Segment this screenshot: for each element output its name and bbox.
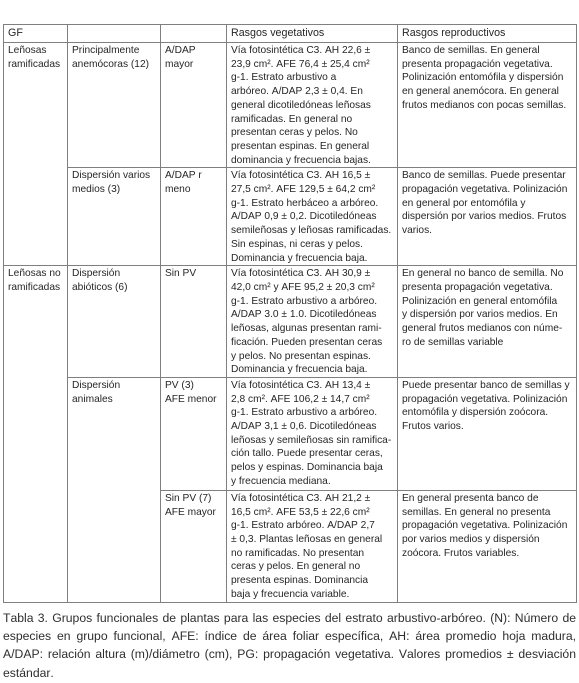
table-head [4,25,577,43]
cell-vegetative-traits: Vía fotosintética C3. AH 16,5 ± 27,5 cm². AFE 129,5 ± 64,2 cm² g-1. Estrato herbáceo a arbóreo. A/DAP 0,9 ± 0,2. Dicotiledóneas semileñosas y leñosas ramificadas. Sin espinas, ni ceras y pelos. Dominancia y frecuencia baja. [227,168,398,266]
cell-reproductive-traits: En general presenta banco de semillas. En general no presenta propagación vegetativa. Polinización por varios medios y dispersión zoócora. Frutos variables. [398,490,577,602]
cell-dispersion: Dispersión animales [68,377,161,602]
cell-dispersion: Dispersión abióticos (6) [68,266,161,378]
cell-functional-group: Leñosas no ramificadas [4,266,68,602]
cell-subgroup: Sin PV [161,266,227,378]
table-row [4,43,577,168]
table-row [4,377,577,490]
cell-subgroup: Sin PV (7) AFE mayor [161,490,227,602]
header-functional-group: GF [4,25,68,43]
table-row [4,168,577,266]
cell-vegetative-traits: Vía fotosintética C3. AH 13,4 ± 2,8 cm². AFE 106,2 ± 14,7 cm² g-1. Estrato arbustivo a arbóreo. A/DAP 3,1 ± 0,6. Dicotiledóneas leñosas y semileñosas sin ramifica- ción tallo. Puede presentar ceras, pelos y espinas. Dominancia baja y frecuencia mediana. [227,377,398,490]
table-caption: Tabla 3. Grupos funcionales de plantas para las especies del estrato arbustivo-arbóreo. (N): Número de especies en grupo funcional, AFE: índice de área foliar específica, AH: área promedio hoja madura, A/DAP: relación altura (m)/diámetro (cm), PG: propagación vegetativa. Valores promedios ± desviación estándar. [3,611,576,680]
table-header-row [4,25,577,43]
cell-reproductive-traits: En general no banco de semilla. No presenta propagación vegetativa. Polinización en general entomófila y dispersión por varios medios. En general frutos medianos con núme- ro de semillas variable [398,266,577,378]
cell-functional-group: Leñosas ramificadas [4,43,68,266]
cell-vegetative-traits: Vía fotosintética C3. AH 21,2 ± 16,5 cm². AFE 53,5 ± 22,6 cm² g-1. Estrato arbóreo. A/DAP 2,7 ± 0,3. Plantas leñosas en general no ramificadas. No presentan ceras y pelos. En general no presenta espinas. Dominancia baja y frecuencia variable. [227,490,398,602]
cell-vegetative-traits: Vía fotosintética C3. AH 30,9 ± 42,0 cm² y AFE 95,2 ± 20,3 cm² g-1. Estrato arbustivo a arbóreo. A/DAP 3.0 ± 1.0. Dicotiledóneas leñosas, algunas presentan rami- ficación. Pueden presentan ceras y pelos. No presentan espinas. Dominancia y frecuencia baja. [227,266,398,378]
cell-reproductive-traits: Banco de semillas. Puede presentar propagación vegetativa. Polinización en general por entomófila y dispersión por varios medios. Frutos varios. [398,168,577,266]
header-blank-subgroup [161,25,227,43]
cell-reproductive-traits: Banco de semillas. En general presenta propagación vegetativa. Polinización entomófila y dispersión en general anemócora. En general frutos medianos con pocas semillas. [398,43,577,168]
cell-subgroup: A/DAP r meno [161,168,227,266]
header-vegetative-traits: Rasgos vegetativos [227,25,398,43]
header-blank-dispersion [68,25,161,43]
cell-reproductive-traits: Puede presentar banco de semillas y propagación vegetativa. Polinización entomófila y dispersión zoócora. Frutos varios. [398,377,577,490]
cell-dispersion: Dispersión varios medios (3) [68,168,161,266]
functional-groups-table [3,24,577,603]
table-body [4,43,577,603]
table-row [4,266,577,378]
header-reproductive-traits: Rasgos reproductivos [398,25,577,43]
cell-dispersion: Principalmente anemócoras (12) [68,43,161,168]
cell-subgroup: PV (3) AFE menor [161,377,227,490]
cell-subgroup: A/DAP mayor [161,43,227,168]
cell-vegetative-traits: Vía fotosintética C3. AH 22,6 ± 23,9 cm². AFE 76,4 ± 25,4 cm² g-1. Estrato arbustivo a arbóreo. A/DAP 2,3 ± 0,4. En general dicotiledóneas leñosas ramificadas. En general no presentan ceras y pelos. No presentan espinas. En general dominancia y frecuencia bajas. [227,43,398,168]
